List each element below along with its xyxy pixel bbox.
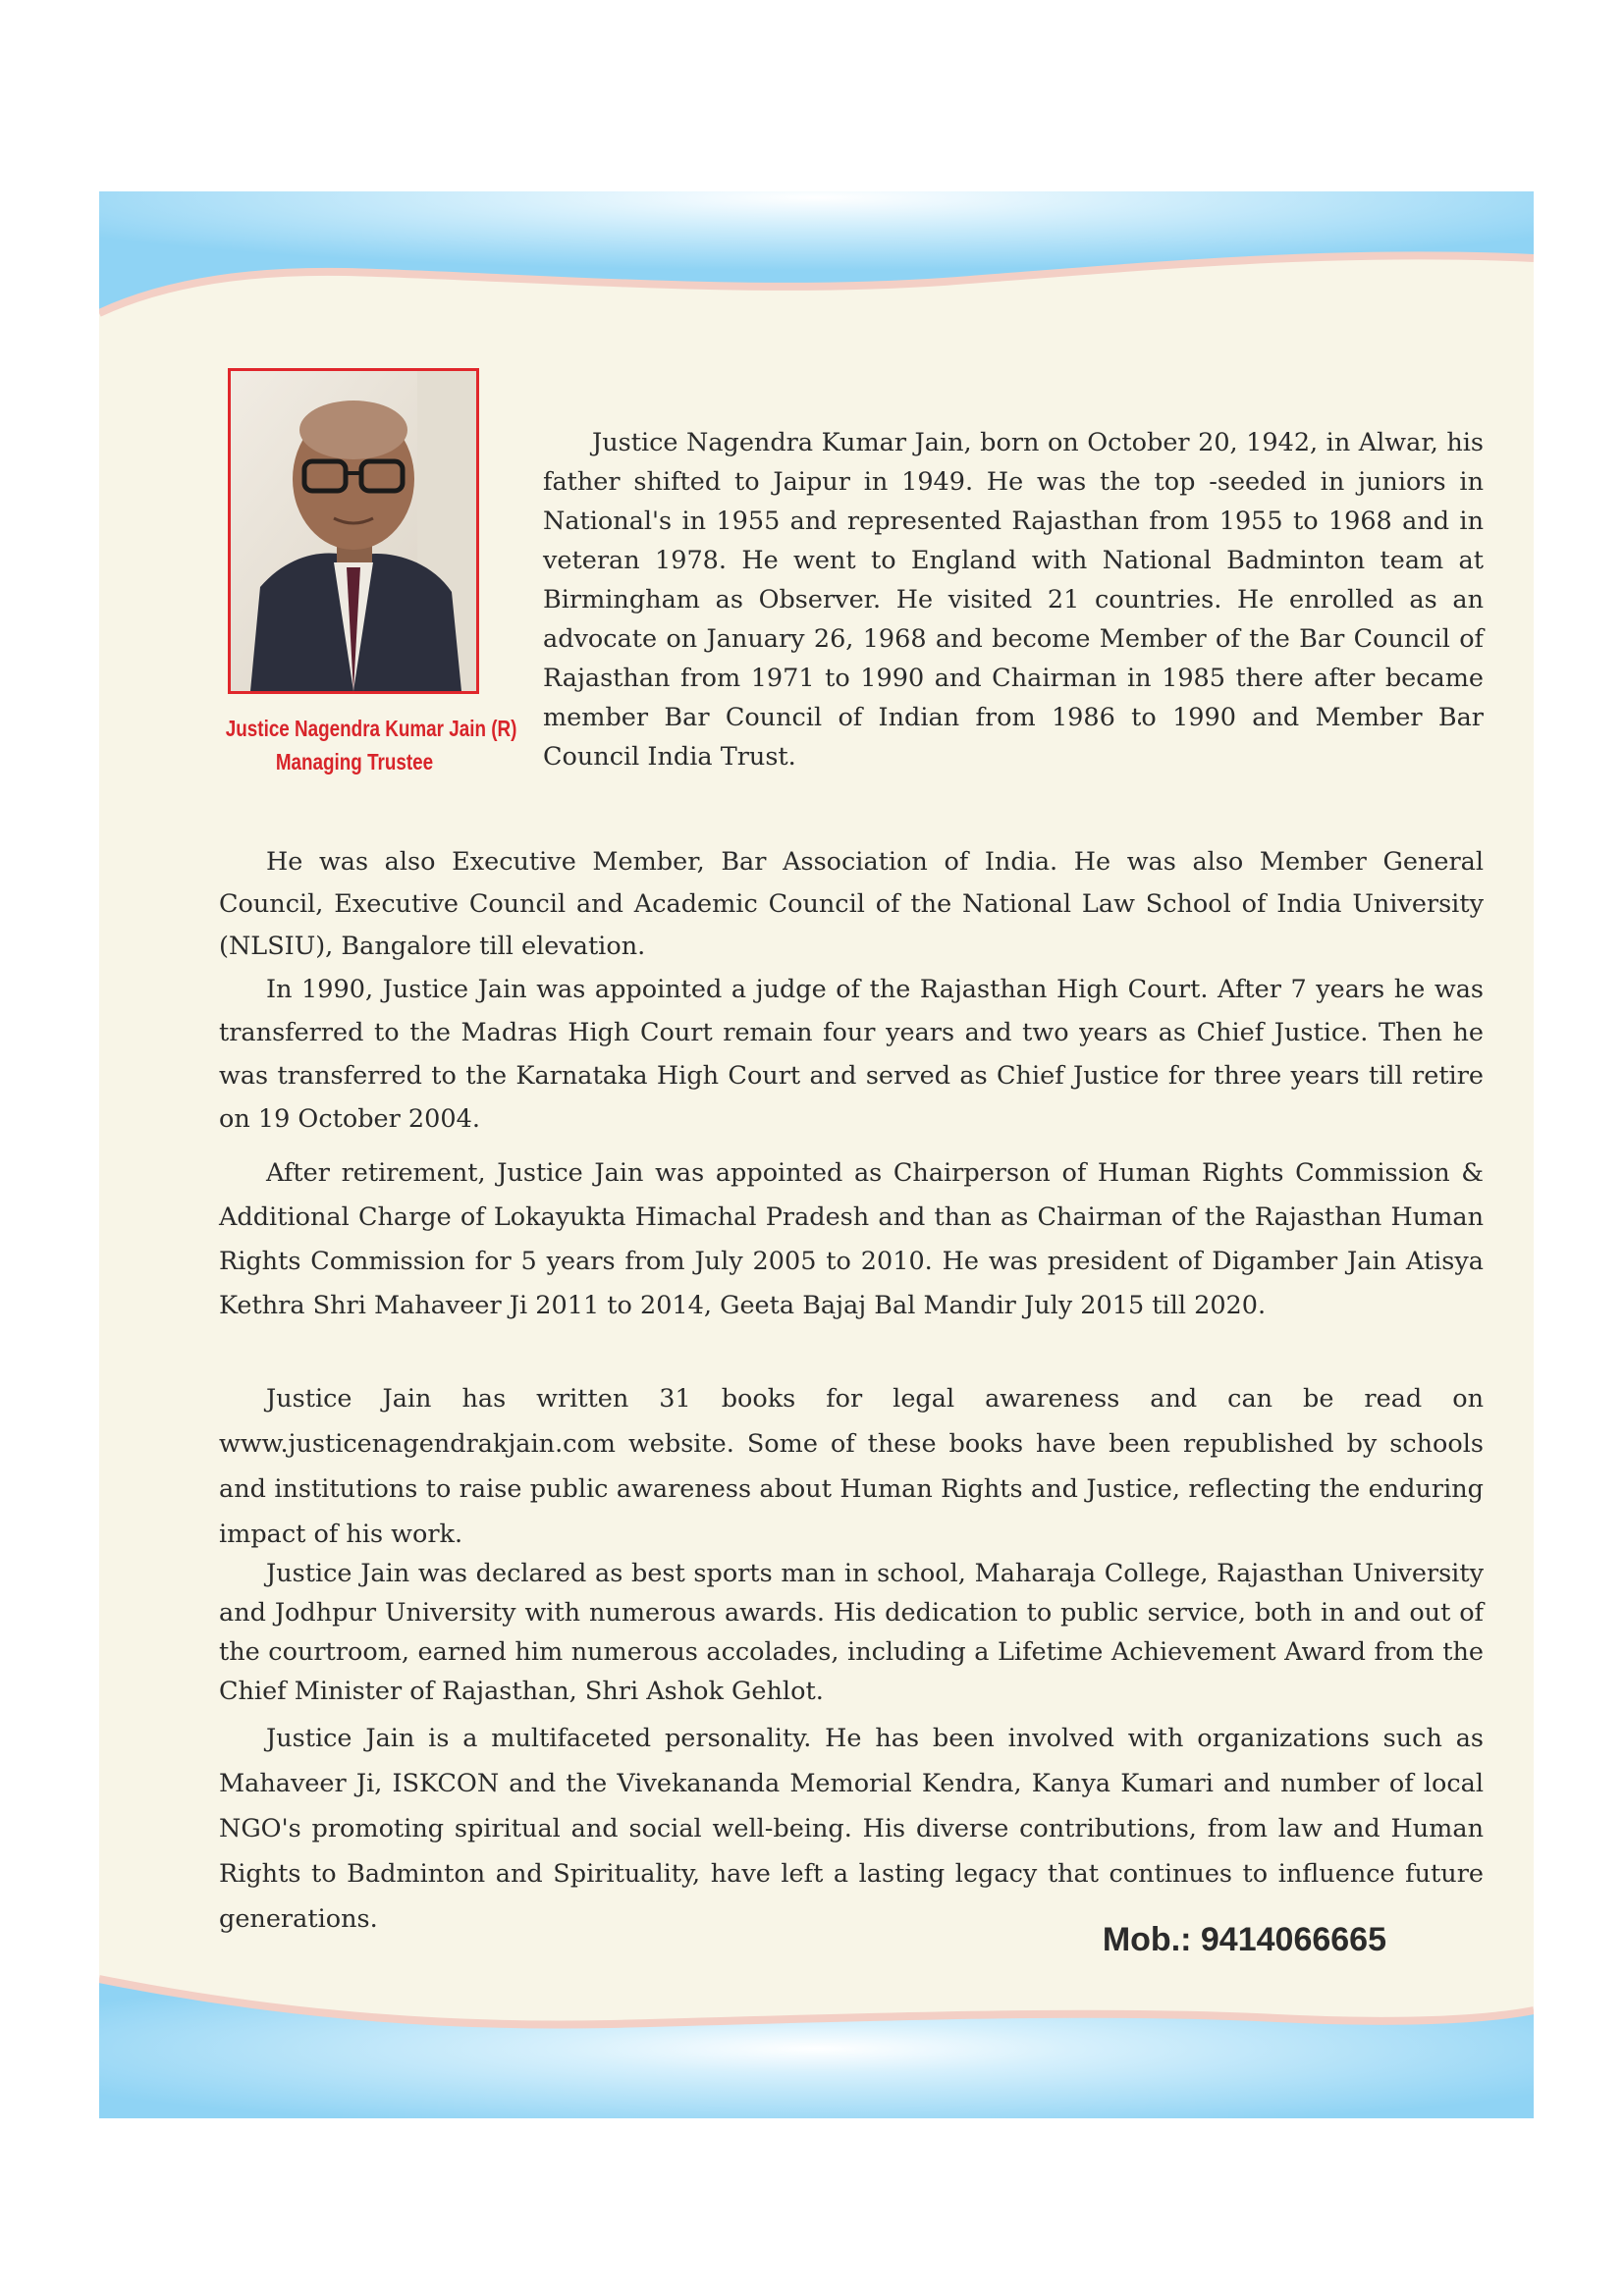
bio-paragraph-memberships: He was also Executive Member, Bar Association of India. He was also Member General Council, Executive Council and Academic Council of the National Law School of India University (NLSIU), Bangalore till elevation. bbox=[219, 847, 1484, 961]
bio-paragraph-post-retirement: After retirement, Justice Jain was appointed as Chairperson of Human Rights Commission & Additional Charge of Lokayukta Himachal Pradesh and than as Chairman of the Rajasthan Human Rights Commission for 5 years from July 2005 to 2010. He was president of Digamber Jain Atisya Kethra Shri Mahaveer Ji 2011 to 2014, Geeta Bajaj Bal Mandir July 2015 till 2020. bbox=[219, 1158, 1484, 1320]
portrait-illustration bbox=[231, 371, 476, 691]
portrait-photo bbox=[228, 368, 479, 694]
top-wave-banner bbox=[99, 191, 1534, 329]
bio-paragraph-awards: Justice Jain was declared as best sports man in school, Maharaja College, Rajasthan University and Jodhpur University with numerous awards. His dedication to public service, both in and out of the courtroom, earned him numerous accolades, including a Lifetime Achievement Award from the Chief Minister of Rajasthan, Shri Ashok Gehlot. bbox=[219, 1559, 1484, 1706]
biography-panel bbox=[99, 191, 1534, 2118]
caption-name: Justice Nagendra Kumar Jain (R) bbox=[225, 716, 517, 741]
mobile-number: Mob.: 9414066665 bbox=[1102, 1921, 1386, 1958]
caption-role: Managing Trustee bbox=[275, 749, 434, 774]
bio-paragraph-judicial-career: In 1990, Justice Jain was appointed a judge of the Rajasthan High Court. After 7 years he was transferred to the Madras High Court remain four years and two years as Chief Justice. Then he was transferred to the Karnataka High Court and served as Chief Justice for three years till retire on 19 October 2004. bbox=[219, 975, 1484, 1134]
bio-paragraph-personality: Justice Jain is a multifaceted personality. He has been involved with organizations such as Mahaveer Ji, ISKCON and the Vivekananda Memorial Kendra, Kanya Kumari and number of local NGO's promoting spiritual and social well-being. His diverse contributions, from law and Human Rights to Badminton and Spirituality, have left a lasting legacy that continues to influence future generations. bbox=[219, 1724, 1484, 1934]
bio-paragraph-birth-and-early-career: Justice Nagendra Kumar Jain, born on October 20, 1942, in Alwar, his father shifted to Jaipur in 1949. He was the top -seeded in juniors in National's in 1955 and represented Rajasthan from 1955 to 1968 and in veteran 1978. He went to England with National Badminton team at Birmingham as Observer. He visited 21 countries. He enrolled as an advocate on January 26, 1968 and become Member of the Bar Council of Rajasthan from 1971 to 1990 and Chairman in 1985 there after became member Bar Council of Indian from 1986 to 1990 and Member Bar Council India Trust. bbox=[543, 428, 1484, 772]
bio-paragraph-books: Justice Jain has written 31 books for legal awareness and can be read on www.justicenagendrakjain.com website. Some of these books have been republished by schools and institutions to raise public awareness about Human Rights and Justice, reflecting the enduring impact of his work. bbox=[219, 1384, 1484, 1549]
photo-caption bbox=[225, 712, 517, 778]
bottom-wave-banner bbox=[99, 1971, 1534, 2118]
